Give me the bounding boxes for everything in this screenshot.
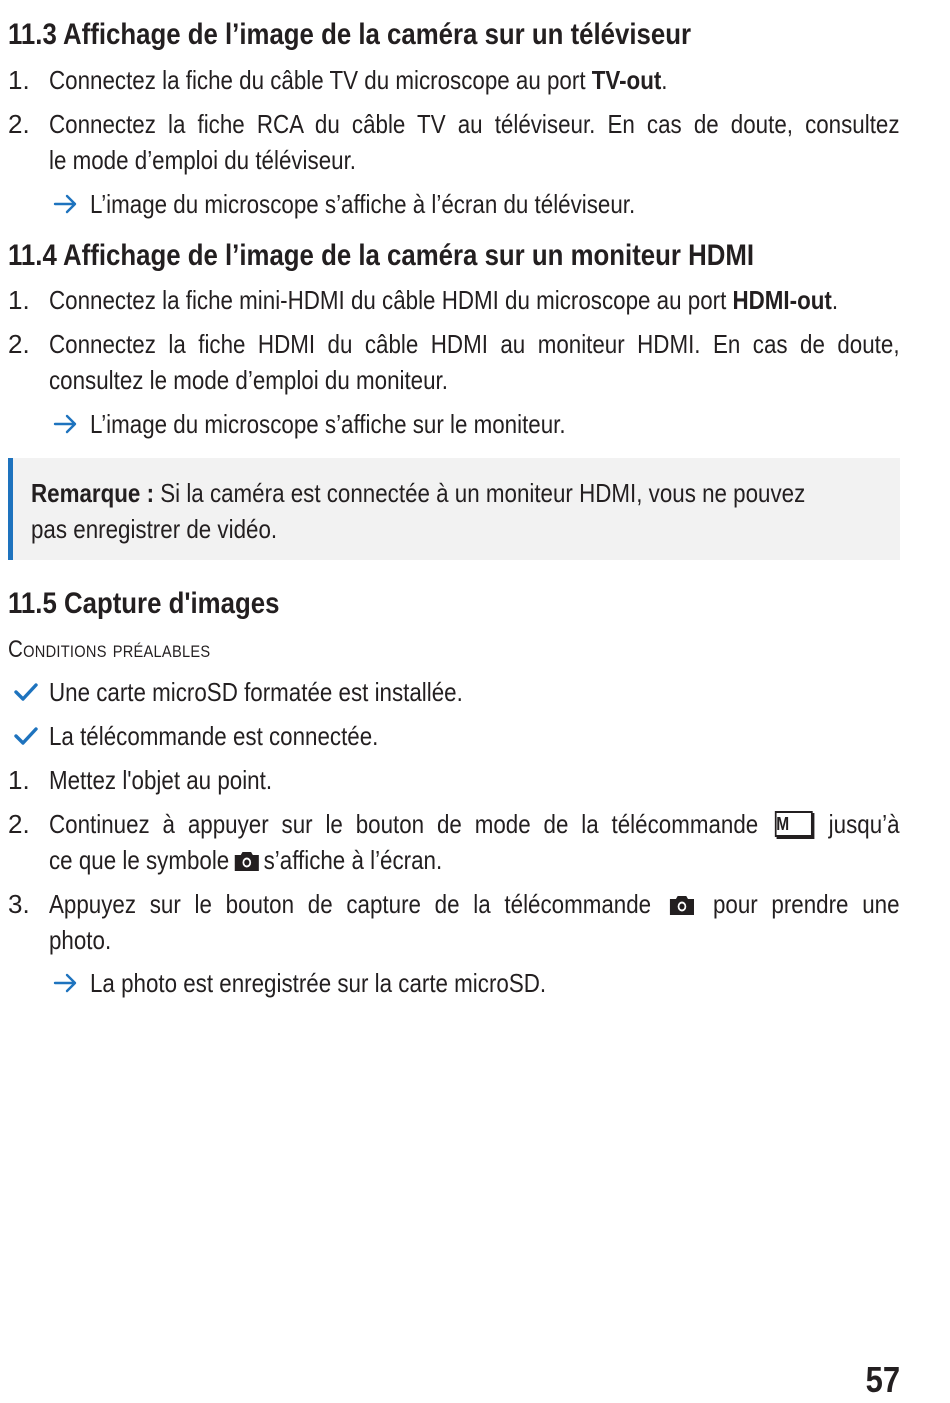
step-number: 3. <box>8 889 30 919</box>
step-line-1-text <box>49 806 900 842</box>
step-line-1 <box>49 806 900 842</box>
prerequisite-text: Une carte microSD formatée est installée. <box>49 677 463 707</box>
mode-key-icon: M <box>775 811 813 837</box>
step-text-continued <box>49 922 900 958</box>
port-name: HDMI-out <box>732 285 832 315</box>
arrow-right-icon <box>52 965 80 1001</box>
section-heading-11-5-text: 11.5 Capture d'images <box>8 587 280 620</box>
result-text <box>90 186 724 222</box>
step-text-continued <box>49 842 900 878</box>
step-line <box>49 62 668 98</box>
step-line-1-text: Connectez la fiche HDMI du câble HDMI au moniteur HDMI. En cas de doute, <box>49 329 900 359</box>
note-text-2: pas enregistrer de vidéo. <box>31 514 278 544</box>
step-text-before: Connectez la fiche mini-HDMI du câble HDMI du microscope au port <box>49 285 733 315</box>
step-number: 2. <box>8 329 30 359</box>
result-line: L’image du microscope s’affiche à l’écran du téléviseur. <box>90 189 636 219</box>
step-line-1 <box>49 106 900 142</box>
page-number <box>860 1360 900 1400</box>
prerequisite-text: La télécommande est connectée. <box>49 721 379 751</box>
step-text-before: ce que le symbole <box>49 845 230 875</box>
step-line-1-text: Connectez la fiche RCA du câble TV au téléviseur. En cas de doute, consultez <box>49 109 900 139</box>
step-line-2 <box>49 842 442 878</box>
step-text <box>49 62 900 98</box>
step-number: 2. <box>8 109 30 139</box>
page-number-text: 57 <box>865 1359 900 1400</box>
section-heading-11-4-text: 11.4 Affichage de l’image de la caméra sur un moniteur HDMI <box>8 239 755 272</box>
section-heading-11-5 <box>8 586 324 622</box>
note-line-1-inner <box>31 475 805 511</box>
note-text-1: Si la caméra est connectée à un moniteur HDMI, vous ne pouvez <box>154 478 806 508</box>
manual-page <box>8 0 900 1403</box>
step-line-2: consultez le mode d’emploi du moniteur. <box>49 365 448 395</box>
step-number: 1. <box>8 765 30 795</box>
step-text <box>49 106 900 142</box>
result-text <box>90 406 643 442</box>
step-number: 2. <box>8 809 30 839</box>
step-text-before: Connectez la fiche du câble TV du microscope au port <box>49 65 592 95</box>
step-number: 1. <box>8 285 30 315</box>
step-number: 1. <box>8 65 30 95</box>
prerequisite-item <box>49 674 900 710</box>
step-line-2: photo. <box>49 925 112 955</box>
camera-icon <box>233 850 261 872</box>
port-name: TV-out <box>591 65 662 95</box>
step-text <box>49 886 900 922</box>
section-heading-11-3 <box>8 17 802 53</box>
check-icon <box>14 674 38 710</box>
step-line-1 <box>49 326 900 362</box>
step-line <box>49 282 838 318</box>
step-text-continued <box>49 142 900 178</box>
step-text-before: Appuyez sur le bouton de capture de la télécommande <box>49 889 652 919</box>
step-text-after: . <box>831 285 839 315</box>
prerequisites-label-text: Conditions préalables <box>8 636 211 663</box>
step-text-after: . <box>661 65 668 95</box>
step-text <box>49 282 900 318</box>
step-line-1-text <box>49 886 900 922</box>
section-heading-11-3-text: 11.3 Affichage de l’image de la caméra sur un téléviseur <box>8 18 692 51</box>
check-icon <box>14 718 38 754</box>
step-text-after: s’affiche à l’écran. <box>263 845 443 875</box>
prerequisites-label <box>8 632 243 668</box>
result-line: La photo est enregistrée sur la carte microSD. <box>90 968 547 998</box>
arrow-right-icon <box>52 186 80 222</box>
step-text <box>49 806 900 842</box>
section-heading-11-4 <box>8 238 875 274</box>
result-line: L’image du microscope s’affiche sur le moniteur. <box>90 409 566 439</box>
result-text <box>90 965 620 1001</box>
step-text <box>49 762 900 798</box>
step-text-before: Continuez à appuyer sur le bouton de mode de la télécommande <box>49 809 759 839</box>
step-text-after: pour prendre une <box>712 889 900 919</box>
step-line-1 <box>49 886 900 922</box>
arrow-right-icon <box>52 406 80 442</box>
step-text-after: jusqu’à <box>828 809 900 839</box>
prerequisite-item <box>49 718 900 754</box>
step-text <box>49 326 900 362</box>
note-line-2 <box>31 511 317 547</box>
step-line-2: le mode d’emploi du téléviseur. <box>49 145 357 175</box>
note-line-1 <box>31 475 931 511</box>
note-label: Remarque : <box>31 478 155 508</box>
step-line: Mettez l'objet au point. <box>49 765 273 795</box>
camera-icon <box>668 894 696 916</box>
note-box <box>8 458 900 560</box>
step-text-continued <box>49 362 900 398</box>
